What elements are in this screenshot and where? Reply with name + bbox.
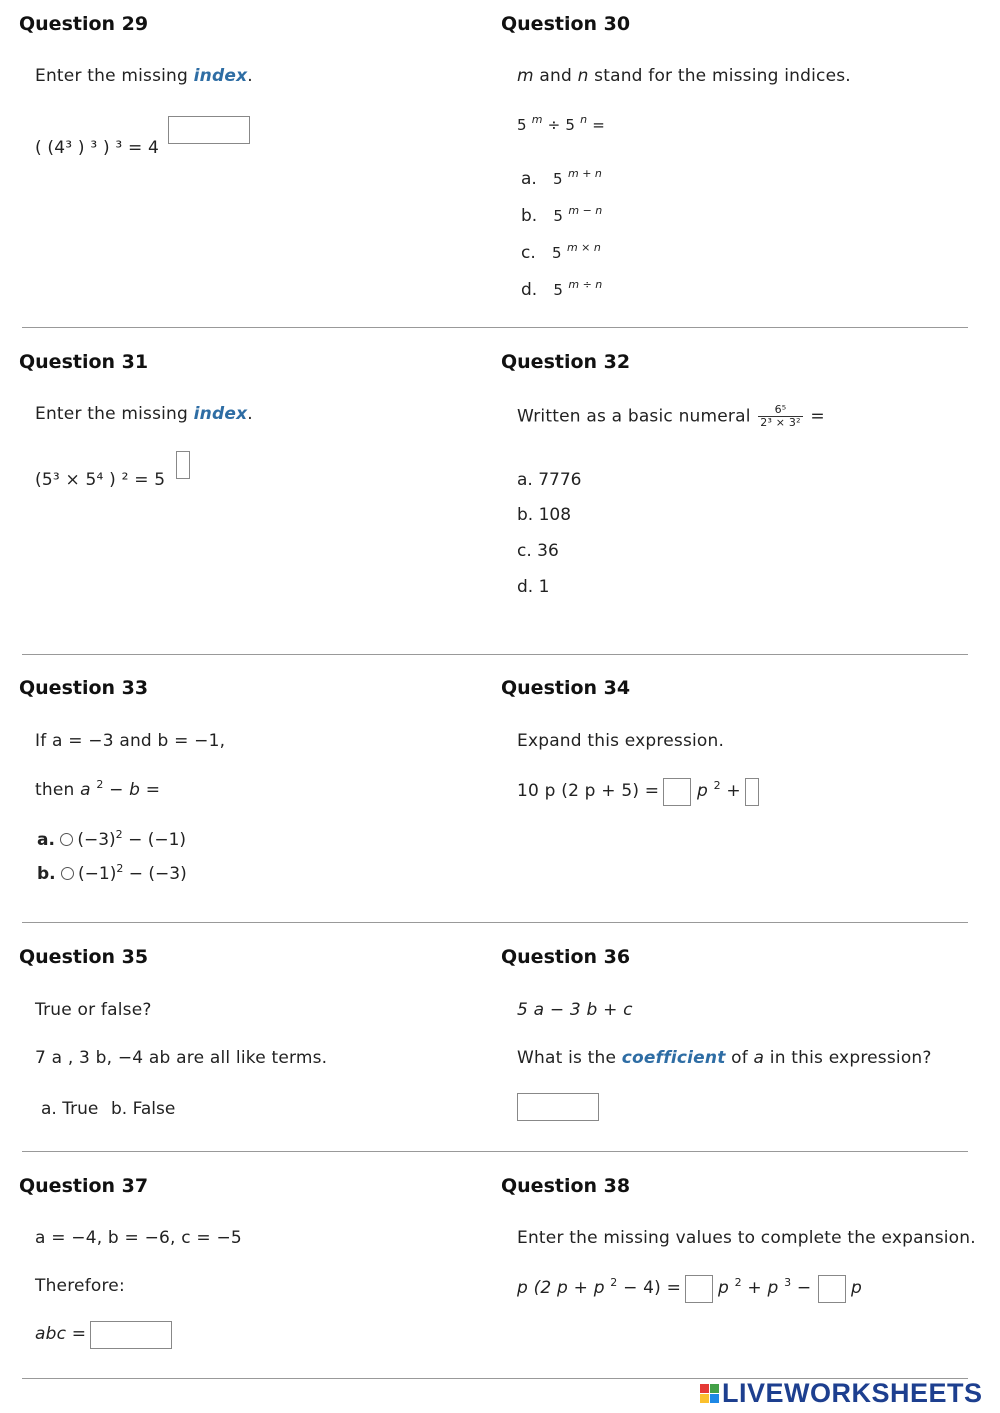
q31-expression: (5³ × 5⁴ ) ² = 5 [35,470,166,490]
q38-expression-mid: p $^2$ + p $^3$ − [718,1276,812,1298]
q37-values: a = −4, b = −6, c = −5 [35,1228,242,1248]
liveworksheets-logo-icon [700,1384,719,1403]
q29-answer-input[interactable] [168,116,250,144]
question-32-title: Question 32 [501,351,631,373]
q33-question: then a $^2$ − b = [35,778,161,800]
q32-fraction: $\frac{\text{6⁵}}{\text{2³ × 3²}}$ [760,403,801,429]
q33-given: If a = −3 and b = −1, [35,731,226,751]
question-30-title: Question 30 [501,13,631,35]
radio-icon[interactable] [61,867,74,880]
question-38-title: Question 38 [501,1175,631,1197]
q33-option-b[interactable]: b. $(-1)^2 - (-3)$ [37,862,187,884]
radio-icon[interactable] [60,833,73,846]
q37-answer-input[interactable] [90,1321,172,1349]
q34-expression-mid: p $^2$ + [697,779,741,801]
q32-option-a[interactable]: a. 7776 [517,470,582,490]
q33-option-a[interactable]: a. $(-3)^2 - (-1)$ [37,828,187,850]
q32-option-b[interactable]: b. 108 [517,505,572,525]
q30-option-c[interactable]: c. 5 $^{m \times n}$ [521,241,601,263]
divider [22,654,968,655]
question-33-title: Question 33 [19,677,149,699]
liveworksheets-logo-text: LIVEWORKSHEETS [722,1377,983,1408]
question-31-title: Question 31 [19,351,149,373]
q38-prompt: Enter the missing values to complete the expansion. [517,1228,976,1248]
q32-prompt: Written as a basic numeral $\frac{\text{6⁵}}{\text{2³ × 3²}}$ = [517,403,825,429]
q36-prompt: What is the coefficient of a in this expression? [517,1048,932,1068]
liveworksheets-logo [700,1378,983,1408]
divider [22,922,968,923]
q38-expression-end: p [851,1278,862,1298]
q29-expression: ( (4³ ) ³ ) ³ = 4 [35,138,160,158]
q34-answer-input-2[interactable] [745,778,759,806]
q36-expression: 5 a − 3 b + c [517,1000,633,1020]
question-36-title: Question 36 [501,946,631,968]
q34-answer-input-1[interactable] [663,778,691,806]
q38-answer-input-1[interactable] [685,1275,713,1303]
divider [22,327,968,328]
q30-expression: 5 $^m$ ÷ 5 $^n$ = [517,113,605,134]
q30-option-b[interactable]: b. 5 $^{m - n}$ [521,204,603,226]
q34-expression-left: 10 p (2 p + 5) = [517,781,660,801]
q29-prompt: Enter the missing index. [35,66,253,86]
q38-answer-input-2[interactable] [818,1275,846,1303]
divider [22,1151,968,1152]
q30-option-a[interactable]: a. 5 $^{m + n}$ [521,167,602,189]
question-29-title: Question 29 [19,13,149,35]
question-35-title: Question 35 [19,946,149,968]
question-34-title: Question 34 [501,677,631,699]
q31-prompt: Enter the missing index. [35,404,253,424]
q30-prompt: m and n stand for the missing indices. [517,66,851,86]
q35-option-false[interactable]: b. False [111,1099,176,1119]
q31-answer-input[interactable] [176,451,190,479]
q35-prompt: True or false? [35,1000,152,1020]
question-37-title: Question 37 [19,1175,149,1197]
q30-option-d[interactable]: d. 5 $^{m \div n}$ [521,278,603,300]
q37-therefore: Therefore: [35,1276,125,1296]
q38-expression-left: p (2 p + p $^2$ − 4) = [517,1276,682,1298]
q32-option-c[interactable]: c. 36 [517,541,559,561]
q35-option-true[interactable]: a. True [41,1099,99,1119]
q36-answer-input[interactable] [517,1093,599,1121]
q35-statement: 7 a , 3 b, −4 ab are all like terms. [35,1048,328,1068]
q32-option-d[interactable]: d. 1 [517,577,550,597]
q37-abc-label: abc = [35,1324,87,1344]
q34-prompt: Expand this expression. [517,731,725,751]
